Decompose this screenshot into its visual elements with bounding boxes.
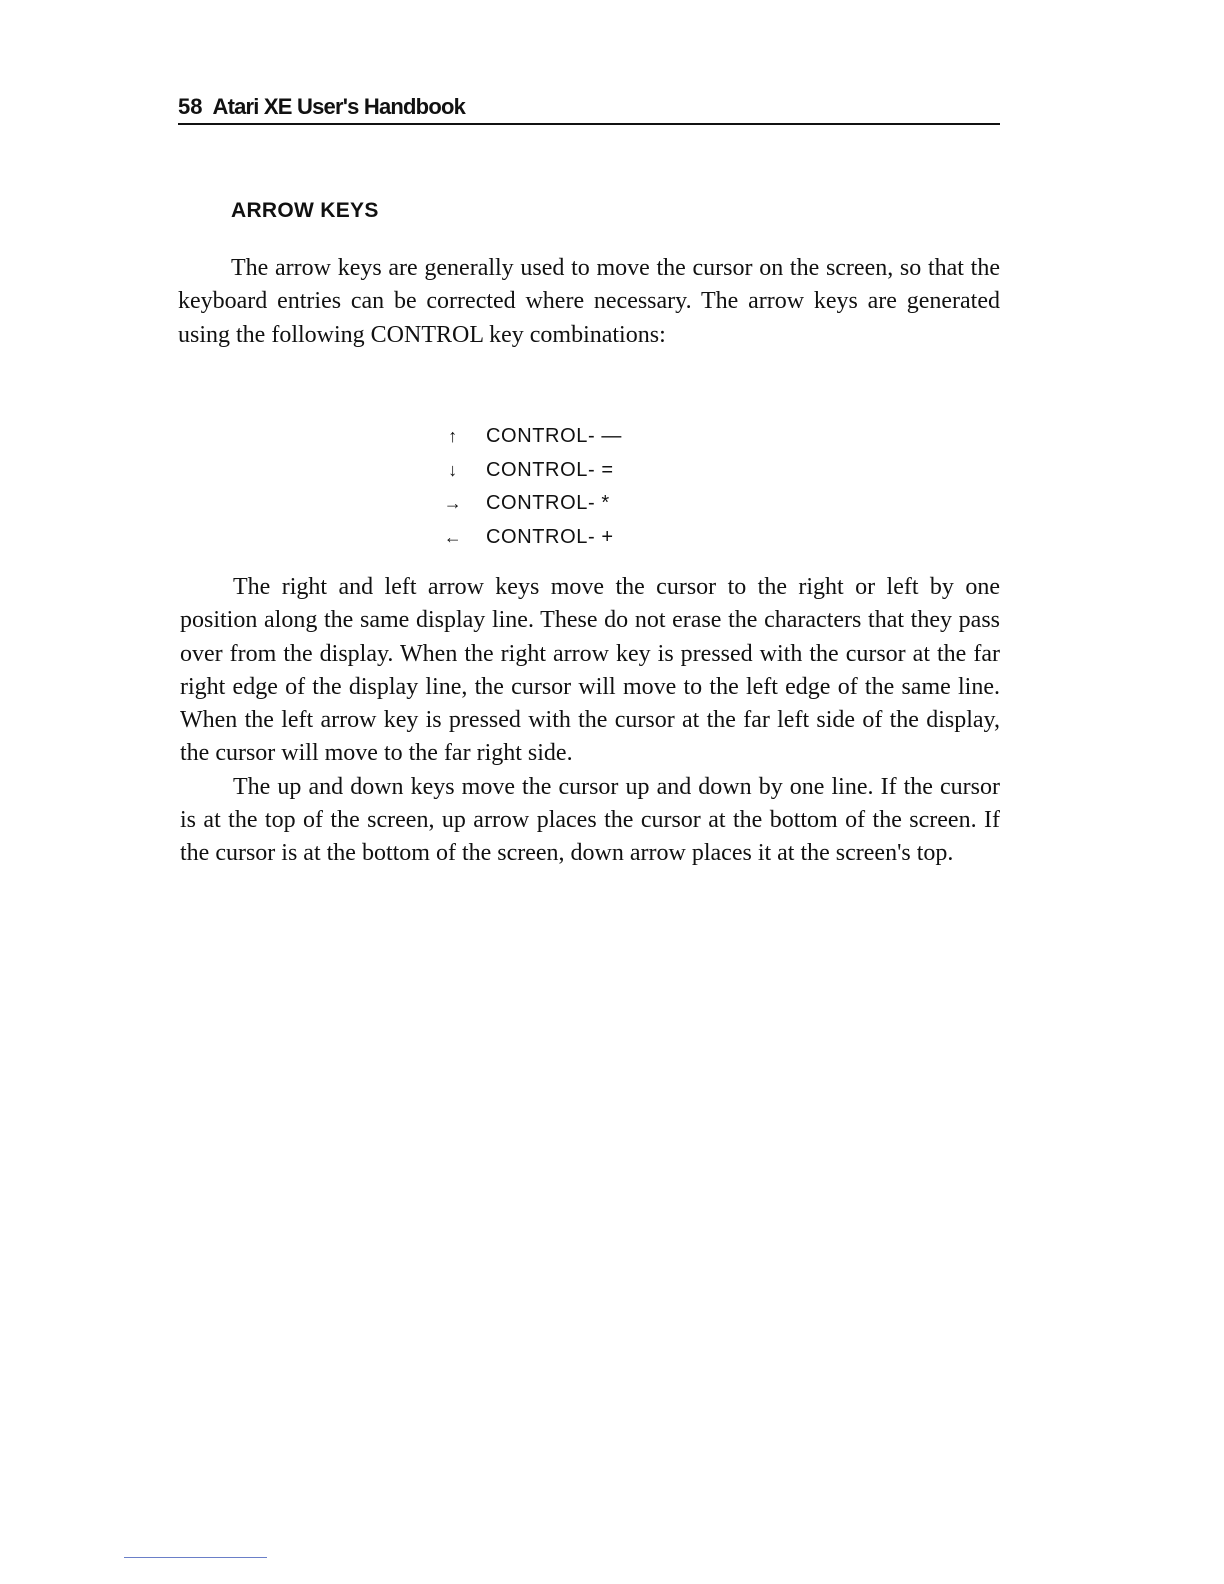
left-arrow-icon: ← [443,526,463,547]
running-head [178,94,1000,125]
key-row-left [420,521,622,555]
key-combo-left: CONTROL- + [486,525,614,548]
footer-rule [124,1557,267,1558]
arrow-key-table [420,420,622,554]
down-arrow-icon: ↓ [448,459,458,480]
key-row-up [420,420,622,454]
up-arrow-icon: ↑ [448,426,458,447]
explanation-paragraphs [180,571,1000,871]
key-combo-up: CONTROL- — [486,425,622,448]
intro-paragraph: The arrow keys are generally used to move the cursor on the screen, so that the keyboard entries can be corrected where necessary. The arrow keys are generated using the following CONTROL key combinations: [178,255,1000,348]
up-down-paragraph: The up and down keys move the cursor up and down by one line. If the cursor is at the top of the screen, up arrow places the cursor at the bottom of the screen. If the cursor is at the bottom of the screen, down arrow places it at the screen's top. [180,773,1000,867]
key-combo-down: CONTROL- = [486,458,614,481]
key-row-down [420,454,622,488]
right-arrow-icon: → [443,493,463,514]
page-number: 58 [178,94,203,119]
book-title: Atari XE User's Handbook [212,94,466,119]
section-heading: ARROW KEYS [231,199,379,222]
key-combo-right: CONTROL- * [486,492,610,515]
left-right-paragraph: The right and left arrow keys move the cursor to the right or left by one position along the same display line. These do not erase the characters that they pass over from the display. When the right arrow key is pressed with the cursor at the far right edge of the display line, the cursor will move to the left edge of the same line. When the left arrow key is pressed with the cursor at the far left side of the display, the cursor will move to the far right side. [180,574,1000,767]
key-row-right [420,487,622,521]
